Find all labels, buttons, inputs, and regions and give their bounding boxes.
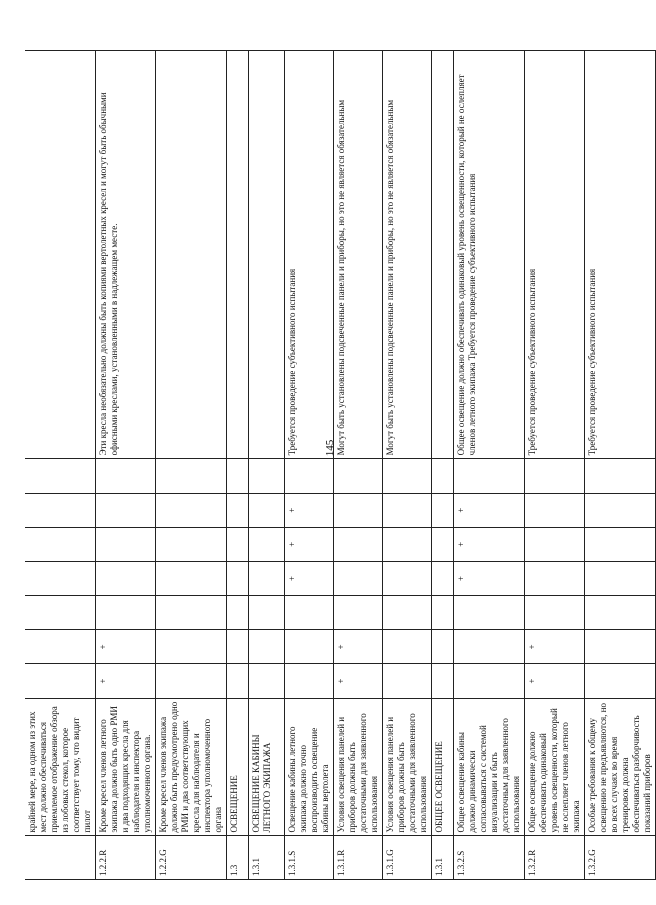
level-mark-cell [585, 527, 656, 561]
level-mark-cell [227, 459, 249, 493]
level-mark-cell [432, 664, 454, 698]
comment-cell: Могут быть установлены подсвеченные панели и приборы, но это не является обязательным [334, 51, 383, 459]
level-mark-cell [156, 664, 227, 698]
requirement-cell: Освещение кабины летного экипажа должно точно воспроизводить освещение кабины вертолета [285, 698, 334, 836]
comment-cell [432, 51, 454, 459]
level-mark-cell: + [96, 630, 156, 664]
level-mark-cell [383, 664, 432, 698]
level-mark-cell [383, 561, 432, 595]
comment-cell: Требуется проведение субъективного испытания [585, 51, 656, 459]
requirement-cell: Условия освещения панелей и приборов должны быть достаточными для заявленного использования [383, 698, 432, 836]
level-mark-cell [25, 459, 96, 493]
level-mark-cell [334, 596, 383, 630]
level-mark-cell [432, 596, 454, 630]
table-row [525, 51, 585, 880]
comment-cell [249, 51, 285, 459]
level-mark-cell [585, 630, 656, 664]
level-mark-cell [227, 493, 249, 527]
level-mark-cell [156, 459, 227, 493]
requirements-table [25, 50, 656, 880]
level-mark-cell [96, 527, 156, 561]
level-mark-cell [334, 459, 383, 493]
table-row [285, 51, 334, 880]
level-mark-cell: + [525, 664, 585, 698]
requirement-cell: Общее освещение должно обеспечивать одинаковый уровень освещенности, который не ослепляет членов летного экипажа [525, 698, 585, 836]
level-mark-cell [227, 596, 249, 630]
row-id-cell: 1.3.2.S [454, 836, 525, 880]
level-mark-cell [156, 561, 227, 595]
level-mark-cell [454, 459, 525, 493]
table-row [25, 51, 96, 880]
level-mark-cell [383, 630, 432, 664]
level-mark-cell [432, 493, 454, 527]
level-mark-cell [25, 596, 96, 630]
level-mark-cell [432, 459, 454, 493]
comment-cell: Требуется проведение субъективного испытания [285, 51, 334, 459]
row-id-cell: 1.3.1.G [383, 836, 432, 880]
level-mark-cell [525, 561, 585, 595]
table-row [96, 51, 156, 880]
table-row [249, 51, 285, 880]
row-id-cell: 1.3.1 [249, 836, 285, 880]
table-row [156, 51, 227, 880]
level-mark-cell [249, 664, 285, 698]
requirement-cell: ОСВЕЩЕНИЕ [227, 698, 249, 836]
level-mark-cell [285, 664, 334, 698]
level-mark-cell [585, 664, 656, 698]
level-mark-cell [334, 561, 383, 595]
row-id-cell: 1.3.2.G [585, 836, 656, 880]
level-mark-cell [249, 527, 285, 561]
level-mark-cell [383, 493, 432, 527]
level-mark-cell [285, 630, 334, 664]
table-row [334, 51, 383, 880]
comment-cell [227, 51, 249, 459]
level-mark-cell [525, 493, 585, 527]
level-mark-cell: + [454, 493, 525, 527]
level-mark-cell [25, 630, 96, 664]
level-mark-cell [585, 459, 656, 493]
level-mark-cell [285, 596, 334, 630]
row-id-cell: 1.3.2.R [525, 836, 585, 880]
level-mark-cell [96, 459, 156, 493]
level-mark-cell [285, 459, 334, 493]
level-mark-cell: + [525, 630, 585, 664]
comment-cell: Требуется проведение субъективного испытания [525, 51, 585, 459]
rotated-table-container [25, 50, 652, 880]
level-mark-cell [96, 493, 156, 527]
table-row [585, 51, 656, 880]
level-mark-cell [383, 527, 432, 561]
level-mark-cell [156, 630, 227, 664]
level-mark-cell [585, 493, 656, 527]
row-id-cell [25, 836, 96, 880]
level-mark-cell [249, 459, 285, 493]
table-row [432, 51, 454, 880]
table-row [227, 51, 249, 880]
table-row [383, 51, 432, 880]
requirement-cell: Кроме кресел членов летного экипажа должно быть одно РМИ и два подходящих кресла для наблюдателя и инспектора уполномоченного органа. [96, 698, 156, 836]
level-mark-cell [25, 527, 96, 561]
requirement-cell: ОБЩЕЕ ОСВЕЩЕНИЕ [432, 698, 454, 836]
row-id-cell: 1.3.1.R [334, 836, 383, 880]
requirement-cell: Кроме кресел членов экипажа должно быть предусмотрено одно РМИ и два соответствующих кресла для наблюдателя и инспектора уполномоченного органа [156, 698, 227, 836]
table-row [454, 51, 525, 880]
level-mark-cell [25, 493, 96, 527]
level-mark-cell [334, 527, 383, 561]
row-id-cell: 1.3 [227, 836, 249, 880]
level-mark-cell [25, 664, 96, 698]
row-id-cell: 1.3.1.S [285, 836, 334, 880]
level-mark-cell [585, 561, 656, 595]
level-mark-cell [525, 527, 585, 561]
level-mark-cell [156, 596, 227, 630]
level-mark-cell: + [334, 664, 383, 698]
level-mark-cell: + [285, 527, 334, 561]
level-mark-cell [249, 561, 285, 595]
requirement-cell: крайней мере, на одном из этих мест должно обеспечиваться приемлемое отображение обзора из лобовых стекол, которое соответствует тому, что видит пилот [25, 698, 96, 836]
level-mark-cell [383, 459, 432, 493]
level-mark-cell [227, 664, 249, 698]
level-mark-cell [249, 493, 285, 527]
level-mark-cell: + [454, 527, 525, 561]
level-mark-cell [227, 561, 249, 595]
level-mark-cell: + [454, 561, 525, 595]
level-mark-cell [432, 630, 454, 664]
level-mark-cell [25, 561, 96, 595]
level-mark-cell [249, 630, 285, 664]
level-mark-cell [432, 527, 454, 561]
comment-cell: Общее освещение должно обеспечивать одинаковый уровень освещенности, который не ослепляет членов летного экипажа Требуется проведение субъективного испытания [454, 51, 525, 459]
level-mark-cell [525, 596, 585, 630]
level-mark-cell [525, 459, 585, 493]
requirement-cell: ОСВЕЩЕНИЕ КАБИНЫ ЛЕТНОГО ЭКИПАЖА [249, 698, 285, 836]
level-mark-cell: + [285, 493, 334, 527]
level-mark-cell [249, 596, 285, 630]
level-mark-cell [96, 596, 156, 630]
comment-cell [25, 51, 96, 459]
level-mark-cell: + [334, 630, 383, 664]
comment-cell [156, 51, 227, 459]
row-id-cell: 1.2.2.G [156, 836, 227, 880]
level-mark-cell [227, 630, 249, 664]
level-mark-cell [96, 561, 156, 595]
level-mark-cell [383, 596, 432, 630]
comment-cell: Эти кресла необязательно должны быть копиями вертолетных кресел и могут быть обычными офисными креслами, установленными в надлежащем месте. [96, 51, 156, 459]
level-mark-cell [156, 493, 227, 527]
requirement-cell: Условия освещения панелей и приборов должны быть достаточными для заявленного использования [334, 698, 383, 836]
row-id-cell: 1.2.2.R [96, 836, 156, 880]
level-mark-cell: + [285, 561, 334, 595]
level-mark-cell [454, 664, 525, 698]
requirement-cell: Общее освещение кабины должно динамически согласовываться с системой визуализации и быть достаточным для заявленного использования [454, 698, 525, 836]
level-mark-cell [454, 630, 525, 664]
page-number: 145 [324, 439, 336, 457]
requirement-cell: Особые требования к общему освещению не предъявляются, но во всех случаях во время тренировок должна обеспечиваться разборчивость показаний приборов [585, 698, 656, 836]
level-mark-cell [334, 493, 383, 527]
level-mark-cell [432, 561, 454, 595]
level-mark-cell: + [96, 664, 156, 698]
level-mark-cell [454, 596, 525, 630]
comment-cell: Могут быть установлены подсвеченные панели и приборы, но это не является обязательным [383, 51, 432, 459]
level-mark-cell [585, 596, 656, 630]
level-mark-cell [156, 527, 227, 561]
level-mark-cell [227, 527, 249, 561]
row-id-cell: 1.3.1 [432, 836, 454, 880]
